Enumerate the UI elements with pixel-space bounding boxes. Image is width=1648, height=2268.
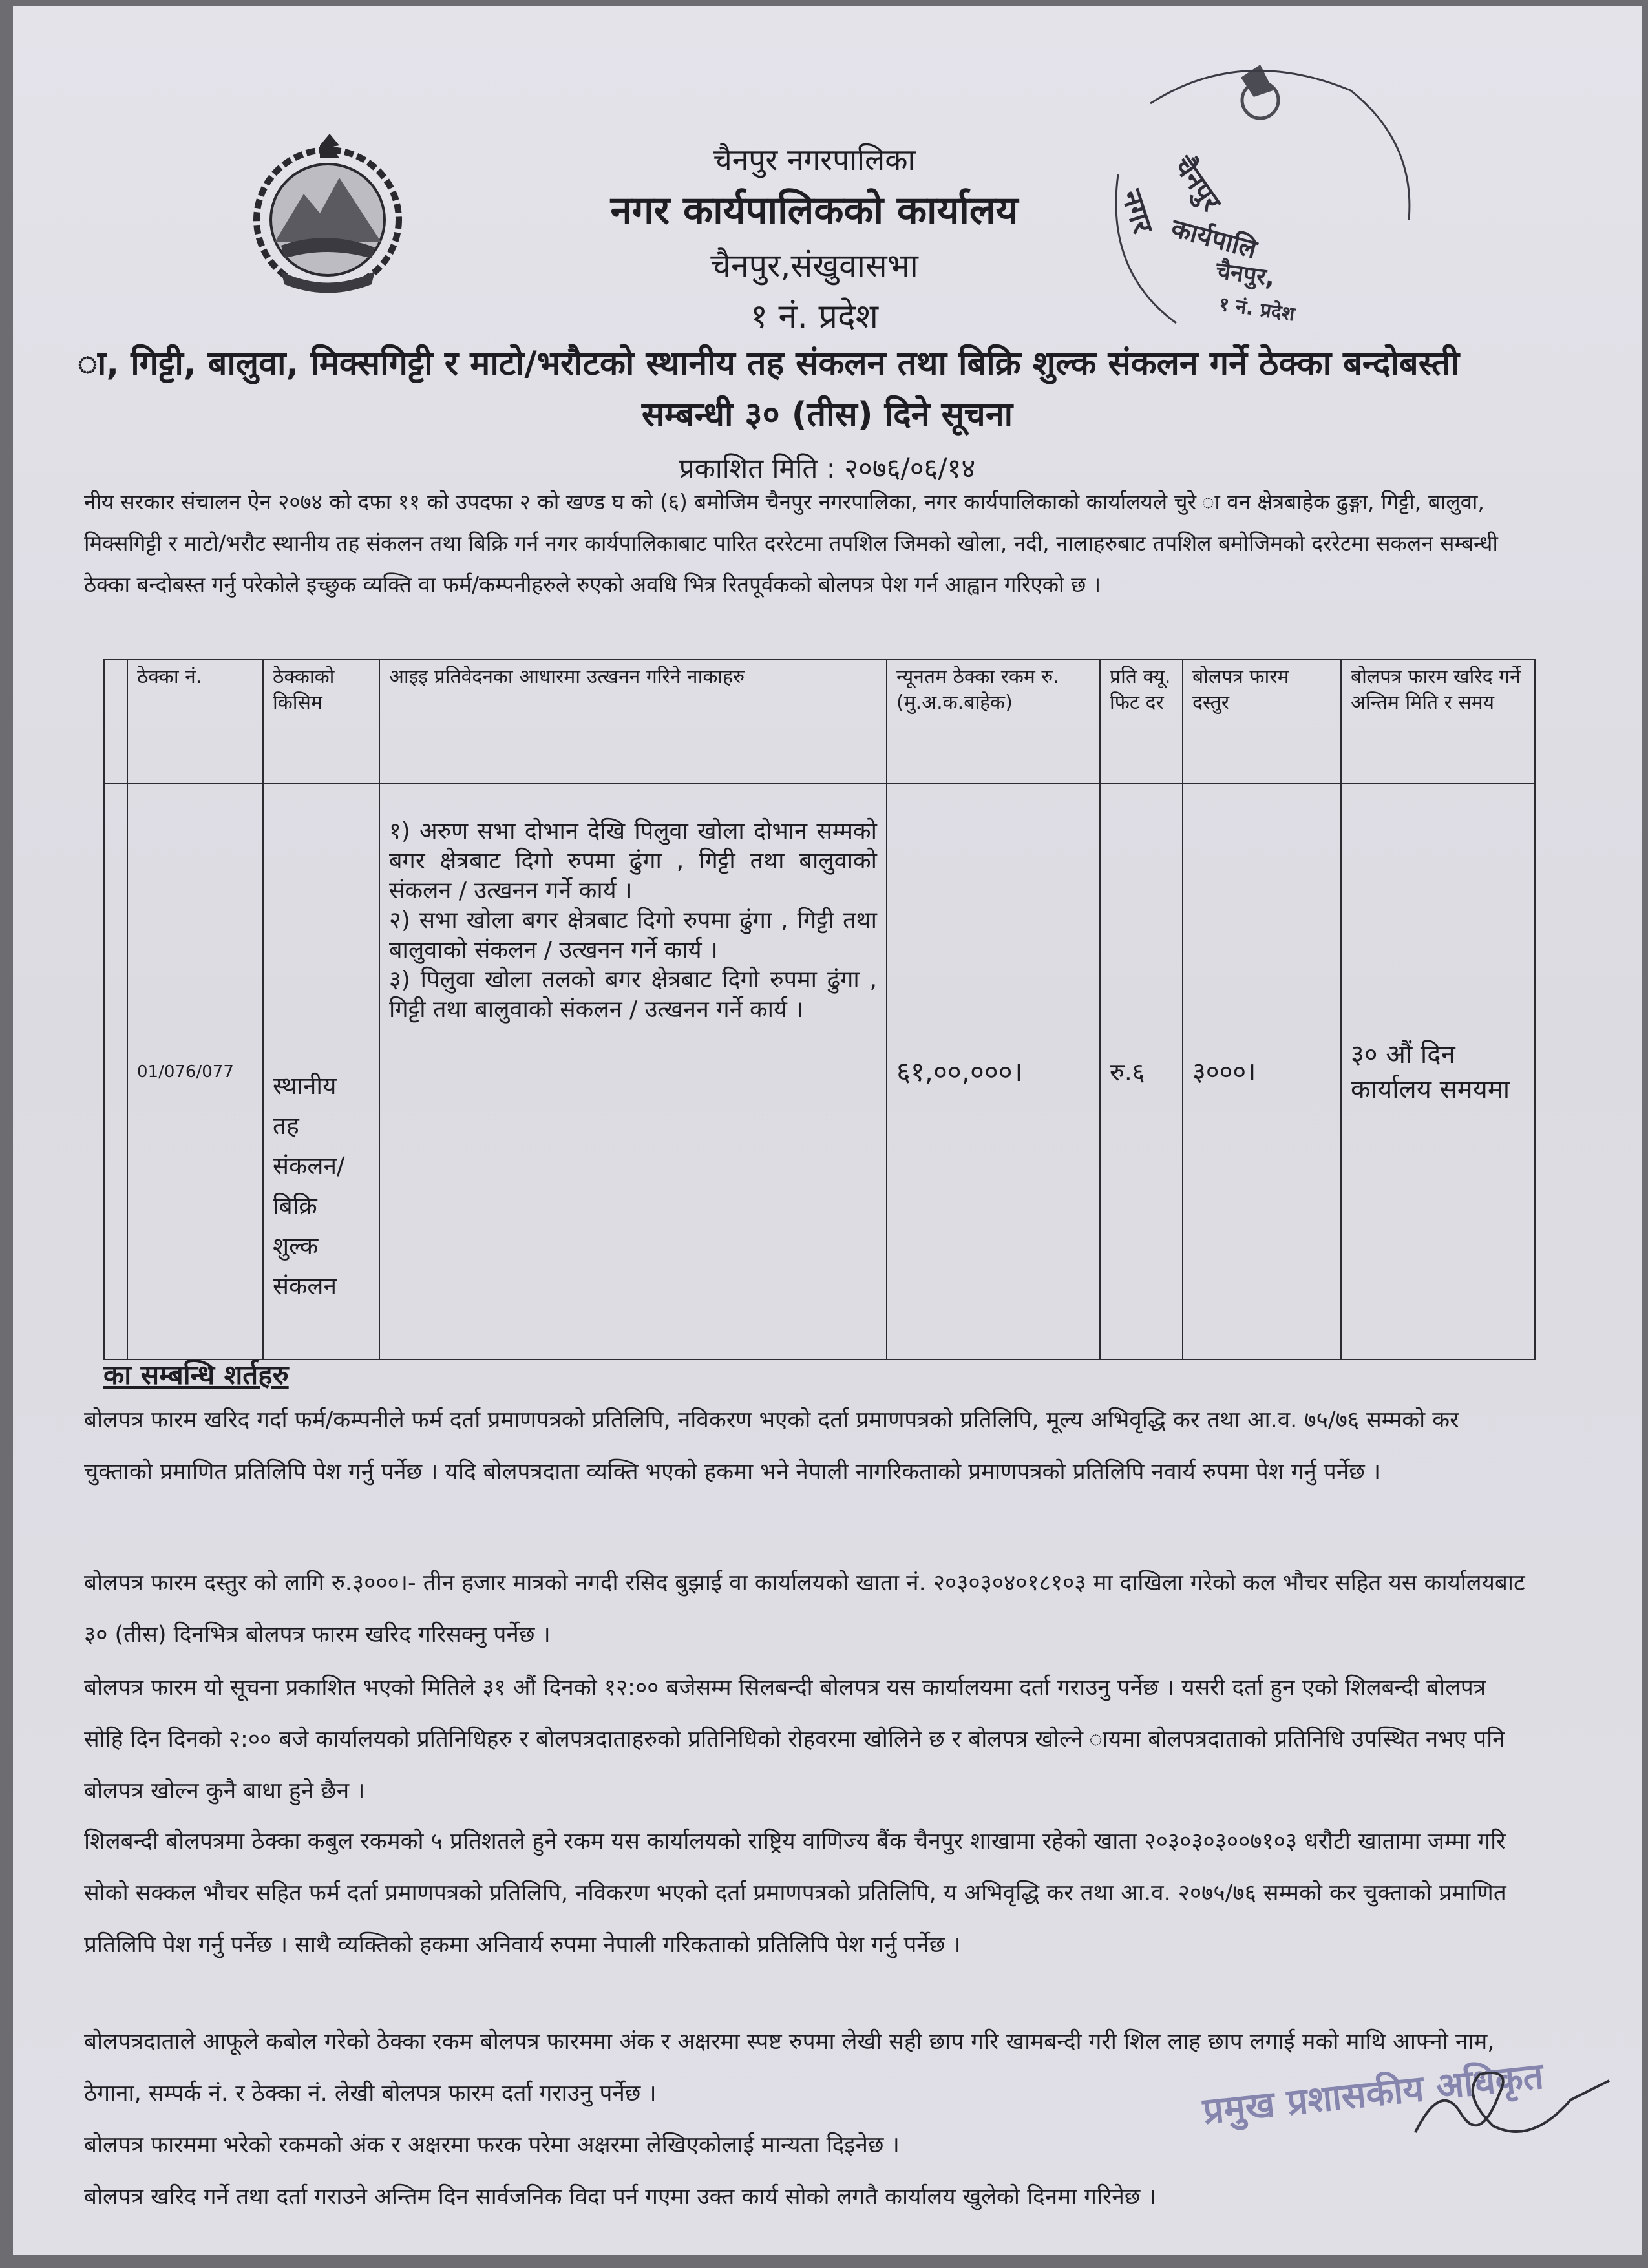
column-header-contract-no: ठेक्का नं.: [127, 660, 263, 784]
notice-title-line2: सम्बन्धी ३० (तीस) दिने सूचना: [641, 395, 1013, 434]
office-seal-stamp: [1047, 52, 1422, 355]
column-header-form-fee: बोलपत्र फारम दस्तुर: [1183, 660, 1341, 784]
tender-table: [103, 659, 1536, 1360]
work-item-3: ३) पिलुवा खोला तलको बगर क्षेत्रबाट दिगो रुपमा ढुंगा , गिट्टी तथा बालुवाको संकलन / उत्खनन गर्ने कार्य ।: [389, 967, 877, 1023]
cell-min-amount: ६१,००,०००।: [887, 784, 1100, 1360]
condition-1: बोलपत्र फारम खरिद गर्दा फर्म/कम्पनीले फर्म दर्ता प्रमाणपत्रको प्रतिलिपि, नविकरण भएको दर्ता प्रमाणपत्रको प्रतिलिपि, मूल्य अभिवृद्धि कर तथा आ.व. ७५/७६ सम्मको कर चुक्ताको प्रमाणित प्रतिलिपि पेश गर्नु पर्नेछ । यदि बोलपत्रदाता व्यक्ति भएको हकमा भने नेपाली नागरिकताको प्रमाणपत्रको प्रतिलिपि नवार्य रुपमा पेश गर्नु पर्नेछ ।: [84, 1407, 1459, 1485]
cell-deadline: ३० औं दिन कार्यालय समयमा: [1341, 784, 1535, 1360]
cell-contract-no: 01/076/077: [127, 784, 263, 1360]
published-date: प्रकाशित मिति : २०७६/०६/१४: [679, 452, 976, 484]
cell-work-sites: [379, 784, 887, 1360]
column-header-rate: प्रति क्यू. फिट दर: [1100, 660, 1183, 784]
province-name: १ नं. प्रदेश: [750, 297, 879, 336]
work-item-2: २) सभा खोला बगर क्षेत्रबाट दिगो रुपमा ढुंगा , गिट्टी तथा बालुवाको संकलन / उत्खनन गर्ने कार्य ।: [389, 907, 877, 963]
municipality-name: चैनपुर नगरपालिका: [713, 142, 916, 177]
cell-form-fee: ३०००।: [1183, 784, 1341, 1360]
office-name: नगर कार्यपालिकको कार्यालय: [610, 188, 1019, 233]
table-row: [104, 784, 1535, 1360]
office-address: चैनपुर,संखुवासभा: [710, 247, 918, 284]
notice-title: ा, गिट्टी, बालुवा, मिक्सगिट्टी र माटो/भरौटको स्थानीय तह संकलन तथा बिक्रि शुल्क संकलन गर्ने ठेक्का बन्दोबस्ती: [78, 344, 1460, 383]
signature-icon: [1402, 2055, 1616, 2158]
notice-page: [13, 6, 1642, 2255]
conditions-title: का सम्बन्धि शर्तहरु: [103, 1359, 289, 1391]
seal-text: १ नं. प्रदेश: [1217, 293, 1296, 326]
cell-rate: रु.६: [1100, 784, 1183, 1360]
work-item-1: १) अरुण सभा दोभान देखि पिलुवा खोला दोभान सम्मको बगर क्षेत्रबाट दिगो रुपमा ढुंगा , गिट्टी तथा बालुवाको संकलन / उत्खनन गर्ने कार्य ।: [389, 818, 877, 904]
condition-6: बोलपत्र फारममा भरेको रकमको अंक र अक्षरमा फरक परेमा अक्षरमा लेखिएकोलाई मान्यता दिइनेछ ।: [84, 2132, 900, 2158]
column-header-min-amount: न्यूनतम ठेक्का रकम रु.(मु.अ.क.बाहेक): [887, 660, 1100, 784]
intro-paragraph: नीय सरकार संचालन ऐन २०७४ को दफा ११ को उपदफा २ को खण्ड घ को (६) बमोजिम चैनपुर नगरपालिका, नगर कार्यपालिकाको कार्यालयले चुरे ा वन क्षेत्रबाहेक ढुङ्गा, गिट्टी, बालुवा, मिक्सगिट्टी र माटो/भरौट स्थानीय तह संकलन तथा बिक्रि गर्न नगर कार्यपालिकाबाट पारित दररेटमा तपशिल जिमको खोला, नदी, नालाहरुबाट तपशिल बमोजिमको दररेटमा सकलन सम्बन्धी ठेक्का बन्दोबस्त गर्नु परेकोले इच्छुक व्यक्ति वा फर्म/कम्पनीहरुले रुएको अवधि भित्र रितपूर्वकको बोलपत्र पेश गर्न आह्वान गरिएको छ ।: [84, 489, 1498, 597]
seal-text: चैनपुर,: [1214, 257, 1277, 292]
condition-2: बोलपत्र फारम दस्तुर को लागि रु.३०००।- तीन हजार मात्रको नगदी रसिद बुझाई वा कार्यालयको खाता नं. २०३०३०४०१८१०३ मा दाखिला गरेको कल भौचर सहित यस कार्यालयबाट ३० (तीस) दिनभित्र बोलपत्र फारम खरिद गरिसक्नु पर्नेछ ।: [84, 1570, 1525, 1648]
condition-5: बोलपत्रदाताले आफूले कबोल गरेको ठेक्का रकम बोलपत्र फारममा अंक र अक्षरमा स्पष्ट रुपमा लेखी सही छाप गरि खामबन्दी गरी शिल लाह छाप लगाई मको माथि आफ्नो नाम, ठेगाना, सम्पर्क नं. र ठेक्का नं. लेखी बोलपत्र फारम दर्ता गराउनु पर्नेछ ।: [84, 2029, 1495, 2106]
condition-3: बोलपत्र फारम यो सूचना प्रकाशित भएको मितिले ३१ औं दिनको १२:०० बजेसम्म सिलबन्दी बोलपत्र यस कार्यालयमा दर्ता गराउनु पर्नेछ । यसरी दर्ता हुन एको शिलबन्दी बोलपत्र सोहि दिन दिनको २:०० बजे कार्यालयको प्रतिनिधिहरु र बोलपत्रदाताहरुको प्रतिनिधिको रोहवरमा खोलिने छ र बोलपत्र खोल्ने ायमा बोलपत्रदाताको प्रतिनिधि उपस्थित नभए पनि बोलपत्र खोल्न कुनै बाधा हुने छैन ।: [84, 1675, 1505, 1804]
seal-text: कार्यपालि: [1168, 213, 1260, 265]
table-header-row: [104, 660, 1535, 784]
column-header-deadline: बोलपत्र फारम खरिद गर्ने अन्तिम मिति र समय: [1341, 660, 1535, 784]
cell-sn: [104, 784, 127, 1360]
seal-text: चैनपुर: [1167, 150, 1228, 217]
column-header-sn: [104, 660, 127, 784]
cell-contract-type: स्थानीय तह संकलन/ बिक्रि शुल्क संकलन: [263, 784, 379, 1360]
chief-officer-stamp: प्रमुख प्रशासकीय अधिकृत: [1201, 2055, 1546, 2133]
column-header-rivers: आइइ प्रतिवेदनका आधारमा उत्खनन गरिने नाकाहरु: [379, 660, 887, 784]
condition-7: बोलपत्र खरिद गर्ने तथा दर्ता गराउने अन्तिम दिन सार्वजनिक विदा पर्न गएमा उक्त कार्य सोको लगतै कार्यालय खुलेको दिनमा गरिनेछ ।: [84, 2184, 1156, 2210]
column-header-type: ठेक्काको किसिम: [263, 660, 379, 784]
condition-4: शिलबन्दी बोलपत्रमा ठेक्का कबुल रकमको ५ प्रतिशतले हुने रकम यस कार्यालयको राष्ट्रिय वाणिज्य बैंक चैनपुर शाखामा रहेको खाता २०३०३०३००७१०३ धरौटी खातामा जम्मा गरि सोको सक्कल भौचर सहित फर्म दर्ता प्रमाणपत्रको प्रतिलिपि, नविकरण भएको दर्ता प्रमाणपत्रको प्रतिलिपि, य अभिवृद्धि कर तथा आ.व. २०७५/७६ सम्मको कर चुक्ताको प्रमाणित प्रतिलिपि पेश गर्नु पर्नेछ । साथै व्यक्तिको हकमा अनिवार्य रुपमा नेपाली गरिकताको प्रतिलिपि पेश गर्नु पर्नेछ ।: [84, 1829, 1506, 1958]
seal-text: नगर: [1114, 185, 1159, 238]
